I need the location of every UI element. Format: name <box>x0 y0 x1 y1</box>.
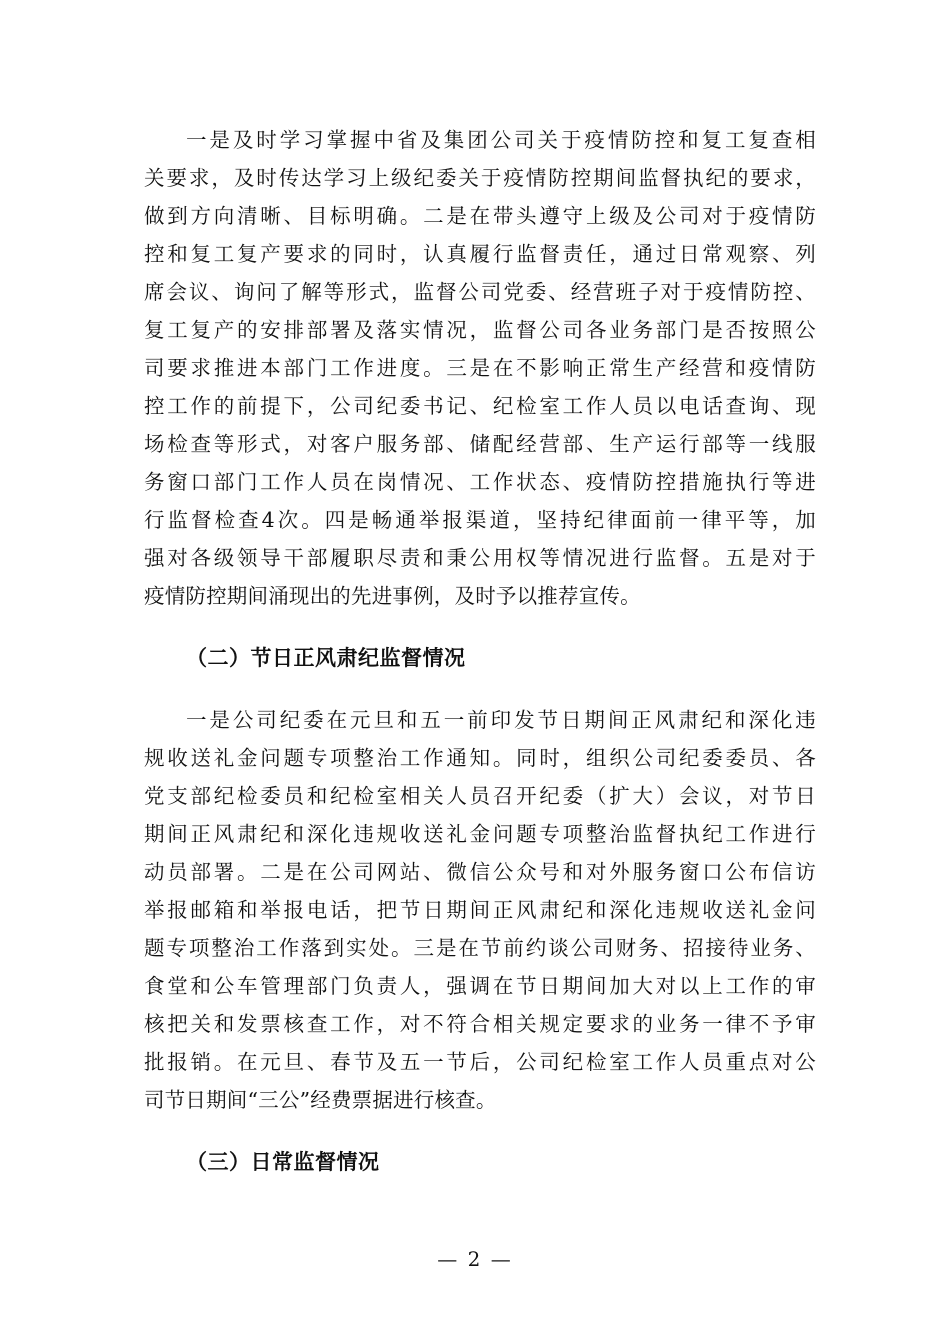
paragraph-line: 控和复工复产要求的同时，认真履行监督责任，通过日常观察、列 <box>144 242 816 266</box>
paragraph-line: 规收送礼金问题专项整治工作通知。同时，组织公司纪委委员、各 <box>144 746 816 770</box>
paragraph-line: 复工复产的安排部署及落实情况，监督公司各业务部门是否按照公 <box>144 318 816 342</box>
paragraph-line: 一是及时学习掌握中省及集团公司关于疫情防控和复工复查相 <box>186 128 816 152</box>
paragraph-line: 一是公司纪委在元旦和五一前印发节日期间正风肃纪和深化违 <box>186 708 816 732</box>
paragraph-line: 动员部署。二是在公司网站、微信公众号和对外服务窗口公布信访 <box>144 860 816 884</box>
paragraph-line: 批报销。在元旦、春节及五一节后，公司纪检室工作人员重点对公 <box>144 1050 816 1074</box>
paragraph-line: 举报邮箱和举报电话，把节日期间正风肃纪和深化违规收送礼金问 <box>144 898 816 922</box>
paragraph-line: 场检查等形式，对客户服务部、储配经营部、生产运行部等一线服 <box>144 432 816 456</box>
paragraph-line: 司要求推进本部门工作进度。三是在不影响正常生产经营和疫情防 <box>144 356 816 380</box>
paragraph-line: 司节日期间“三公”经费票据进行核查。 <box>144 1088 497 1112</box>
paragraph-line: 核把关和发票核查工作，对不符合相关规定要求的业务一律不予审 <box>144 1012 816 1036</box>
paragraph-line: 务窗口部门工作人员在岗情况、工作状态、疫情防控措施执行等进 <box>144 470 816 494</box>
paragraph-line: 行监督检查4次。四是畅通举报渠道，坚持纪律面前一律平等，加 <box>144 508 816 532</box>
section-heading-daily-supervision: （三）日常监督情况 <box>186 1149 380 1174</box>
paragraph-line: 强对各级领导干部履职尽责和秉公用权等情况进行监督。五是对于 <box>144 546 816 570</box>
paragraph-line: 期间正风肃纪和深化违规收送礼金问题专项整治监督执纪工作进行 <box>144 822 816 846</box>
paragraph-line: 食堂和公车管理部门负责人，强调在节日期间加大对以上工作的审 <box>144 974 816 998</box>
page-number: — 2 — <box>437 1247 513 1271</box>
paragraph-line: 题专项整治工作落到实处。三是在节前约谈公司财务、招接待业务、 <box>144 936 816 960</box>
paragraph-line: 控工作的前提下，公司纪委书记、纪检室工作人员以电话查询、现 <box>144 394 816 418</box>
paragraph-line: 关要求，及时传达学习上级纪委关于疫情防控期间监督执纪的要求， <box>144 166 816 190</box>
paragraph-line: 疫情防控期间涌现出的先进事例，及时予以推荐宣传。 <box>144 584 641 608</box>
paragraph-line: 做到方向清晰、目标明确。二是在带头遵守上级及公司对于疫情防 <box>144 204 816 228</box>
section-heading-holiday-supervision: （二）节日正风肃纪监督情况 <box>186 645 466 670</box>
paragraph-line: 席会议、询问了解等形式，监督公司党委、经营班子对于疫情防控、 <box>144 280 816 304</box>
paragraph-line: 党支部纪检委员和纪检室相关人员召开纪委（扩大）会议，对节日 <box>144 784 816 808</box>
